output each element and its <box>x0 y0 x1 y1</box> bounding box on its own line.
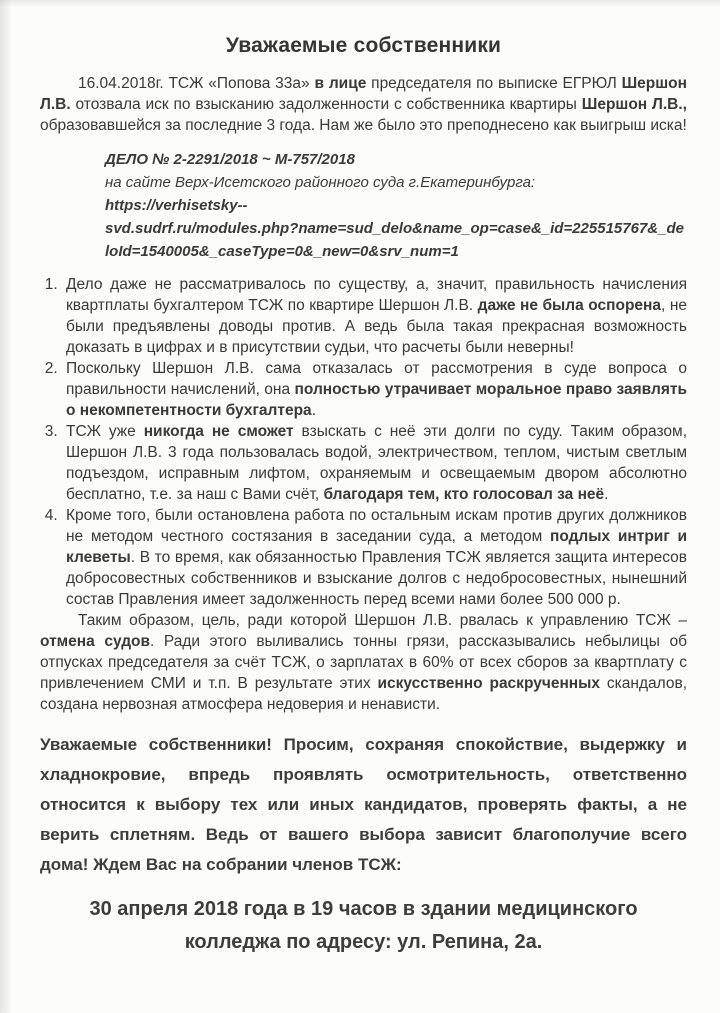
case-url-line-1: https://verhisetsky-- <box>105 197 248 214</box>
list-item-4: 4. Кроме того, были остановлена работа по остальным искам против других должников не методом честного состязания в заседании суда, а методом подлых интриг и клеветы. В то время, как обязанностью Правления ТСЖ является защита интересов добросовестных собственников и взыскание долгов с недобросовестных, нынешний состав Правления имеет задолженность перед всеми нами более 500 000 р. <box>62 505 687 610</box>
case-url-line-2: svd.sudrf.ru/modules.php?name=sud_delo&name_op=case&_id=225515767&_deloId=1540005&_caseType=0&_new=0&srv_num=1 <box>105 220 684 260</box>
numbered-list <box>28 274 687 610</box>
list-item-3: 3. ТСЖ уже никогда не сможет взыскать с неё эти долги по суду. Таким образом, Шершон Л.В. 3 года пользовалась водой, электричеством, теплом, чистым светлым подъездом, исправным лифтом, охраняемым и освещаемым двором абсолютно бесплатно, т.е. за наш с Вами счёт, благодаря тем, кто голосовал за неё. <box>62 421 687 505</box>
list-item-2: 2. Поскольку Шершон Л.В. сама отказалась от рассмотрения в суде вопроса о правильности начислений, она полностью утрачивает моральное право заявлять о некомпетентности бухгалтера. <box>62 358 687 421</box>
document-title: Уважаемые собственники <box>225 34 502 57</box>
list-item-1: 1. Дело даже не рассматривалось по существу, а, значит, правильность начисления квартплаты бухгалтером ТСЖ по квартире Шершон Л.В. даже не была оспорена, не были предъявлены доводы против. А ведь была такая прекрасная возможность доказать в цифрах и в присутствии судьи, что расчеты были неверны! <box>62 274 687 358</box>
meeting-announcement: 30 апреля 2018 года в 19 часов в здании медицинского колледжа по адресу: ул. Репина, 2а. <box>89 898 638 953</box>
conclusion-paragraph: Таким образом, цель, ради которой Шершон Л.В. рвалась к управлению ТСЖ – отмена судов. Ради этого выливались тонны грязи, рассказывались небылицы об отпусках председателя за счёт ТСЖ, о зарплатах в 60% от всех сборов за квартплату с привлечением СМИ и т.п. В результате этих искусственно раскрученных скандалов, создана нервозная атмосфера недоверия и ненависти. <box>40 612 688 713</box>
case-site-line: на сайте Верх-Исетского районного суда г.Екатеринбурга: <box>105 174 536 191</box>
intro-paragraph: 16.04.2018г. ТСЖ «Попова 33а» в лице председателя по выписке ЕГРЮЛ Шершон Л.В. отозвала иск по взысканию задолженности с собственника квартиры Шершон Л.В., образовавшейся за последние 3 года. Нам же было это преподнесено как выигрыш иска! <box>40 75 688 134</box>
case-number-line: ДЕЛО № 2-2291/2018 ~ М-757/2018 <box>105 151 355 168</box>
court-case-block <box>105 148 687 263</box>
appeal-paragraph: Уважаемые собственники! Просим, сохраняя спокойствие, выдержку и хладнокровие, впредь проявлять осмотрительность, ответственно относится к выбору тех или иных кандидатов, проверять факты, а не верить сплетням. Ведь от вашего выбора зависит благополучие всего дома! Ждем Вас на собрании членов ТСЖ: <box>40 735 687 874</box>
